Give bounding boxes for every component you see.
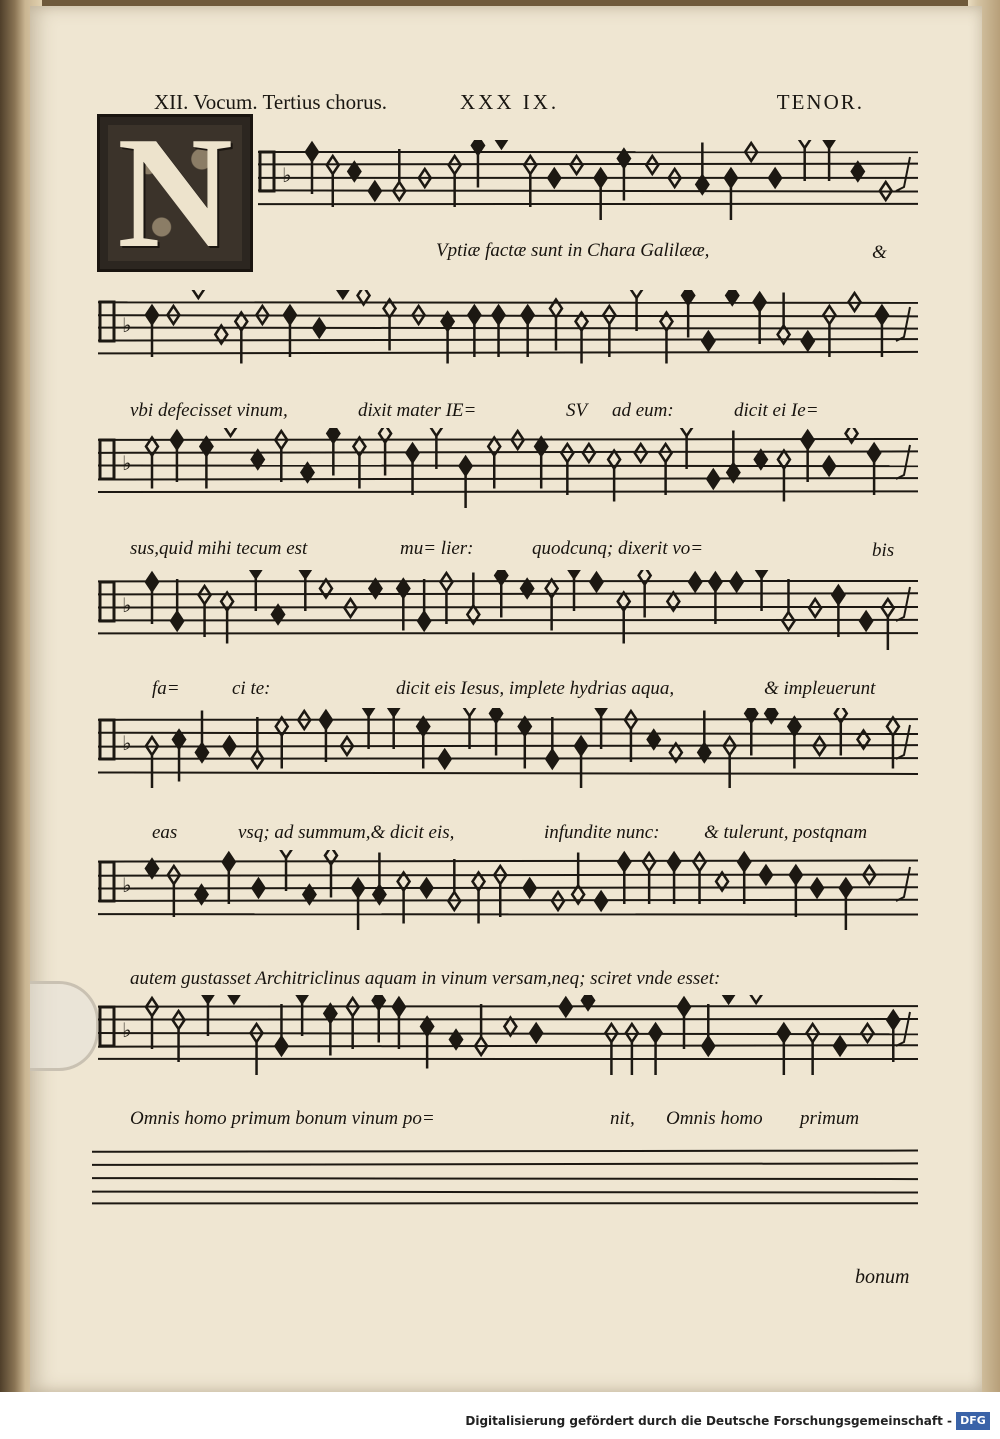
note	[325, 850, 337, 898]
header-voice-info: XII. Vocum. Tertius chorus.	[154, 90, 388, 114]
lyric-line-7a: Omnis homo primum bonum vinum po=	[130, 1108, 435, 1129]
note	[519, 718, 531, 769]
note	[490, 708, 502, 756]
staff-7	[98, 995, 918, 1095]
lyric-line-5d: & tulerunt, postqnam	[704, 822, 868, 843]
note	[442, 313, 454, 364]
clef	[100, 582, 114, 621]
lyric-line-2d: ad eum:	[612, 400, 674, 421]
note	[802, 431, 814, 482]
lyric-line-6: autem gustasset Architriclinus aquam in vinum versam,neq; sciret vnde esset:	[130, 968, 721, 989]
note	[595, 169, 607, 220]
clef	[260, 152, 274, 191]
note	[146, 573, 158, 624]
staff-line	[98, 1045, 918, 1046]
note	[745, 708, 757, 756]
staff-notation	[98, 570, 918, 670]
note	[313, 319, 325, 337]
note	[251, 1024, 263, 1075]
note	[618, 593, 630, 644]
note	[702, 332, 714, 350]
note	[448, 859, 460, 910]
lyric-line-2c: SV	[566, 400, 588, 421]
note	[493, 306, 505, 357]
note	[530, 1024, 542, 1042]
note	[393, 998, 405, 1049]
note	[171, 431, 183, 482]
note	[393, 149, 405, 200]
note	[876, 306, 888, 357]
note	[223, 853, 235, 904]
note	[778, 293, 790, 344]
note	[681, 428, 693, 469]
lyric-line-3b: mu= lier:	[400, 538, 474, 559]
header-part-name: TENOR.	[776, 90, 864, 114]
note	[275, 431, 287, 482]
footer-bar	[0, 1392, 1000, 1439]
flat-sign: ♭	[122, 1018, 132, 1042]
note	[595, 708, 607, 749]
lyric-line-1b: &	[872, 242, 887, 263]
note	[251, 717, 263, 768]
staff-line	[98, 607, 918, 608]
note	[788, 718, 800, 769]
note	[546, 580, 558, 631]
note	[223, 737, 235, 755]
custos	[896, 867, 910, 901]
staff-3	[98, 428, 918, 528]
staff-line	[98, 451, 918, 452]
note	[363, 708, 375, 749]
note	[835, 708, 847, 756]
note	[173, 731, 185, 782]
note	[306, 143, 318, 194]
staff-notation	[258, 140, 918, 220]
lyric-line-5c: infundite nunc:	[544, 822, 660, 843]
note	[146, 306, 158, 357]
catchword: bonum	[855, 1266, 910, 1288]
staff-line	[92, 1192, 918, 1193]
note	[146, 737, 158, 788]
note	[202, 995, 214, 1036]
staff-line	[92, 1178, 918, 1179]
note	[725, 169, 737, 220]
staff-4	[98, 570, 918, 670]
note	[439, 750, 451, 768]
note	[464, 708, 476, 749]
note	[228, 995, 240, 1003]
note	[473, 873, 485, 924]
staff-line	[98, 861, 918, 862]
note	[595, 892, 607, 910]
note	[861, 1024, 873, 1042]
lyric-line-3d: bis	[872, 540, 895, 561]
note	[834, 1037, 846, 1055]
note	[417, 718, 429, 769]
lyric-line-4b: ci te:	[232, 678, 271, 699]
note	[168, 866, 180, 917]
note	[146, 438, 158, 489]
flat-sign: ♭	[122, 451, 132, 475]
staff-line	[258, 190, 918, 191]
lyric-line-7c: Omnis homo	[666, 1108, 763, 1129]
note	[373, 853, 385, 904]
note	[280, 850, 292, 891]
note	[576, 313, 588, 364]
note	[221, 593, 233, 644]
lyric-line-3c: quodcunq; dixerit vo=	[532, 538, 704, 559]
note	[495, 140, 507, 148]
note	[320, 711, 332, 762]
note	[790, 866, 802, 917]
note	[646, 156, 658, 174]
note	[823, 306, 835, 357]
staff-notation	[98, 290, 918, 390]
staff-8-empty	[92, 1140, 918, 1220]
note	[535, 438, 547, 489]
note	[196, 711, 208, 762]
staff-line	[98, 315, 918, 316]
note	[832, 586, 844, 637]
custos	[896, 307, 910, 341]
staff-line	[98, 302, 918, 303]
note	[590, 573, 602, 591]
note	[568, 570, 580, 611]
staff-notation	[92, 1140, 918, 1220]
note	[475, 1004, 487, 1055]
clef	[100, 1007, 114, 1046]
lyric-line-7d: primum	[800, 1108, 860, 1129]
note	[421, 1018, 433, 1069]
note	[171, 579, 183, 630]
staff-line	[98, 772, 918, 773]
note	[709, 573, 721, 624]
clef	[100, 302, 114, 341]
lyric-line-4d: & impleuerunt	[764, 678, 876, 699]
custos	[896, 587, 910, 621]
lyric-line-4c: dicit eis Iesus, implete hydrias aqua,	[396, 678, 675, 699]
initial-letter: N	[117, 103, 233, 281]
custos	[896, 157, 910, 191]
clef	[100, 862, 114, 901]
note	[398, 873, 410, 924]
staff-line	[98, 478, 918, 479]
staff-line	[92, 1151, 918, 1152]
note	[524, 879, 536, 897]
note	[299, 570, 311, 611]
staff-5	[98, 708, 918, 808]
flat-sign: ♭	[122, 593, 132, 617]
footer-funding-text: Digitalisierung gefördert durch die Deutsche Forschungsgemeinschaft -	[465, 1414, 952, 1428]
note	[337, 290, 349, 298]
note	[582, 995, 594, 1010]
note	[618, 853, 630, 904]
staff-line	[98, 352, 918, 353]
note	[631, 290, 643, 331]
note	[702, 1004, 714, 1055]
custos	[896, 445, 910, 479]
note	[887, 718, 899, 769]
note	[560, 998, 572, 1016]
header-page-number: XXX IX.	[460, 90, 560, 114]
note	[765, 708, 777, 723]
flat-sign: ♭	[122, 873, 132, 897]
note	[275, 1004, 287, 1055]
note	[284, 306, 296, 357]
note	[460, 457, 472, 508]
note	[868, 444, 880, 495]
note	[811, 879, 823, 897]
note	[397, 580, 409, 631]
note	[430, 428, 442, 469]
staff-line	[98, 465, 918, 466]
note	[468, 306, 480, 357]
note	[252, 879, 264, 897]
note	[488, 438, 500, 489]
custos	[896, 725, 910, 759]
note	[823, 457, 835, 475]
flat-sign: ♭	[122, 313, 132, 337]
note	[494, 866, 506, 917]
note	[467, 573, 479, 624]
flat-sign: ♭	[122, 731, 132, 755]
note	[823, 140, 835, 181]
note	[421, 879, 433, 897]
note	[668, 853, 680, 904]
note	[887, 1011, 899, 1062]
note	[698, 711, 710, 762]
dfg-logo: DFG	[956, 1412, 990, 1430]
clef	[100, 440, 114, 479]
lyric-line-5b: vsq; ad summum,& dicit eis,	[238, 822, 455, 843]
note	[756, 570, 768, 611]
staff-line	[98, 339, 918, 340]
staff-line	[98, 491, 918, 492]
note	[235, 313, 247, 364]
note	[660, 313, 672, 364]
lyric-line-1a: Vptiæ factæ sunt in Chara Galilææ,	[436, 240, 710, 261]
staff-line	[98, 439, 918, 440]
note	[200, 438, 212, 489]
note	[369, 182, 381, 200]
note	[608, 451, 620, 502]
note	[778, 451, 790, 502]
note	[782, 579, 794, 630]
note	[778, 1024, 790, 1075]
note	[696, 143, 708, 194]
note	[626, 1024, 638, 1075]
note	[384, 300, 396, 351]
note	[650, 1024, 662, 1075]
note	[324, 1005, 336, 1056]
note	[353, 438, 365, 489]
note	[802, 332, 814, 350]
note	[192, 290, 204, 298]
note	[750, 995, 762, 1003]
note	[689, 573, 701, 591]
staff-notation	[98, 428, 918, 528]
staff-1	[258, 140, 918, 220]
note	[550, 300, 562, 351]
note	[250, 570, 262, 611]
note	[840, 879, 852, 930]
note	[707, 470, 719, 488]
note	[635, 444, 647, 462]
decorated-initial	[97, 103, 253, 281]
note	[352, 879, 364, 930]
note	[682, 290, 694, 338]
note	[548, 169, 560, 187]
flat-sign: ♭	[282, 163, 292, 187]
note	[723, 995, 735, 1003]
note	[603, 306, 615, 357]
note	[418, 579, 430, 630]
note	[575, 737, 587, 788]
lyric-line-2e: dicit ei Ie=	[734, 400, 819, 421]
lyric-line-5a: eas	[152, 822, 178, 843]
staff-notation	[98, 708, 918, 808]
staff-line	[92, 1163, 918, 1164]
note	[225, 428, 237, 436]
note	[799, 140, 811, 181]
staff-2	[98, 290, 918, 390]
note	[605, 1024, 617, 1075]
note	[738, 853, 750, 904]
staff-6	[98, 850, 918, 950]
note	[769, 169, 781, 187]
lyric-line-2a: vbi defecisset vinum,	[130, 400, 288, 421]
lyric-line-3a: sus,quid mihi tecum est	[130, 538, 308, 559]
note	[546, 717, 558, 768]
note	[296, 995, 308, 1036]
staff-line	[98, 593, 918, 594]
note	[727, 431, 739, 482]
note	[522, 306, 534, 357]
clef	[100, 720, 114, 759]
lyric-line-4a: fa=	[152, 678, 180, 699]
staff-notation	[98, 995, 918, 1095]
note	[388, 708, 400, 749]
lyric-line-2b: dixit mater IE=	[358, 400, 477, 421]
page-clip	[30, 981, 99, 1071]
note	[860, 612, 872, 630]
note	[678, 998, 690, 1049]
note	[618, 150, 630, 201]
note	[760, 866, 772, 884]
note	[276, 718, 288, 769]
note	[807, 1024, 819, 1075]
staff-notation	[98, 850, 918, 950]
lyric-line-7b: nit,	[610, 1108, 635, 1129]
note	[731, 573, 743, 591]
note	[846, 428, 858, 443]
note	[407, 444, 419, 495]
note	[754, 293, 766, 344]
